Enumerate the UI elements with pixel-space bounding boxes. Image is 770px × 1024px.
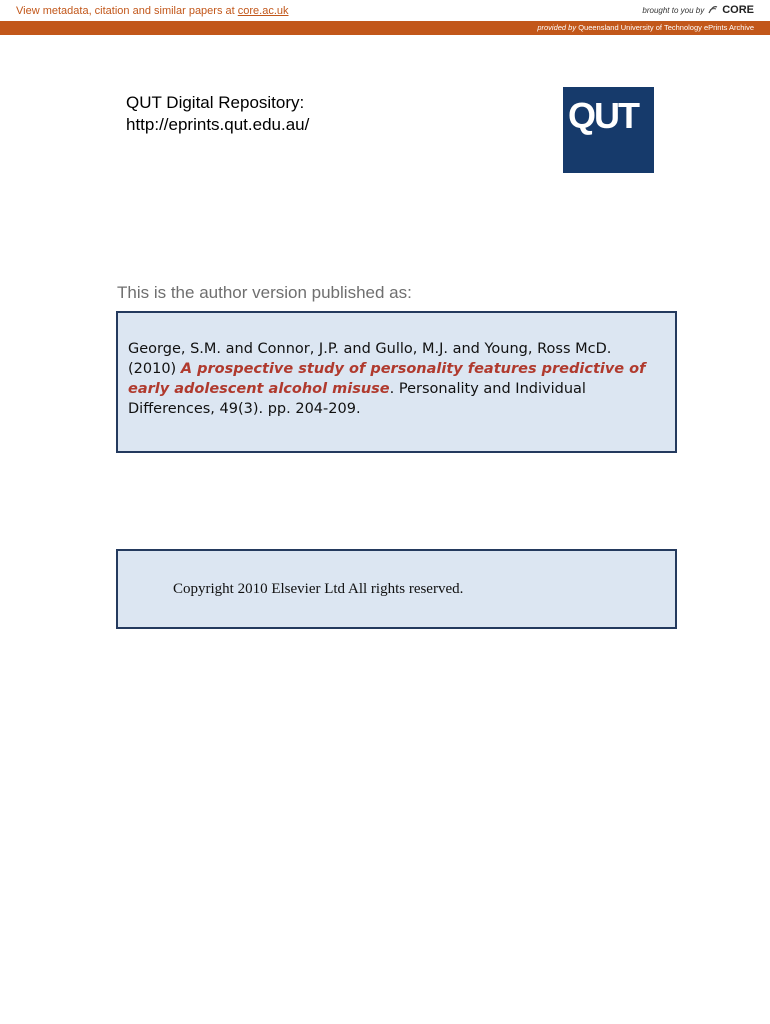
provided-by-prefix: provided by [537, 23, 577, 32]
qut-logo-text: QUT [568, 95, 638, 136]
citation-title[interactable]: A prospective study of personality features predictive of early adolescent alcohol misuse [128, 361, 646, 397]
repository-header [126, 92, 309, 136]
author-version-label: This is the author version published as: [117, 283, 412, 302]
repository-url[interactable]: http://eprints.qut.edu.au/ [126, 115, 310, 134]
provider-credit [537, 23, 754, 32]
citation-text [128, 339, 648, 419]
provider-name[interactable]: Queensland University of Technology ePrints Archive [578, 23, 754, 32]
citation-authors: George, S.M. and Connor, J.P. and Gullo, M.J. and Young, Ross McD. [128, 341, 612, 357]
core-logo-icon [707, 3, 719, 17]
repository-name: QUT Digital Repository: [126, 93, 305, 112]
citation-year: (2010) [128, 361, 177, 377]
core-brought-by [642, 3, 754, 17]
qut-logo [563, 87, 654, 173]
brought-by-text: brought to you by [642, 5, 705, 15]
citation-box [116, 311, 677, 453]
core-metadata-link[interactable] [16, 5, 289, 17]
core-domain-link[interactable]: core.ac.uk [237, 5, 289, 17]
core-top-banner [0, 0, 770, 21]
core-logo-text: CORE [722, 4, 754, 16]
citation-source: . Personality and Individual Differences, 49(3). pp. 204-209. [128, 381, 586, 417]
copyright-box [116, 549, 677, 629]
core-provider-bar [0, 21, 770, 35]
copyright-text: Copyright 2010 Elsevier Ltd All rights reserved. [173, 581, 464, 597]
core-link-text: View metadata, citation and similar papers at [16, 5, 235, 17]
